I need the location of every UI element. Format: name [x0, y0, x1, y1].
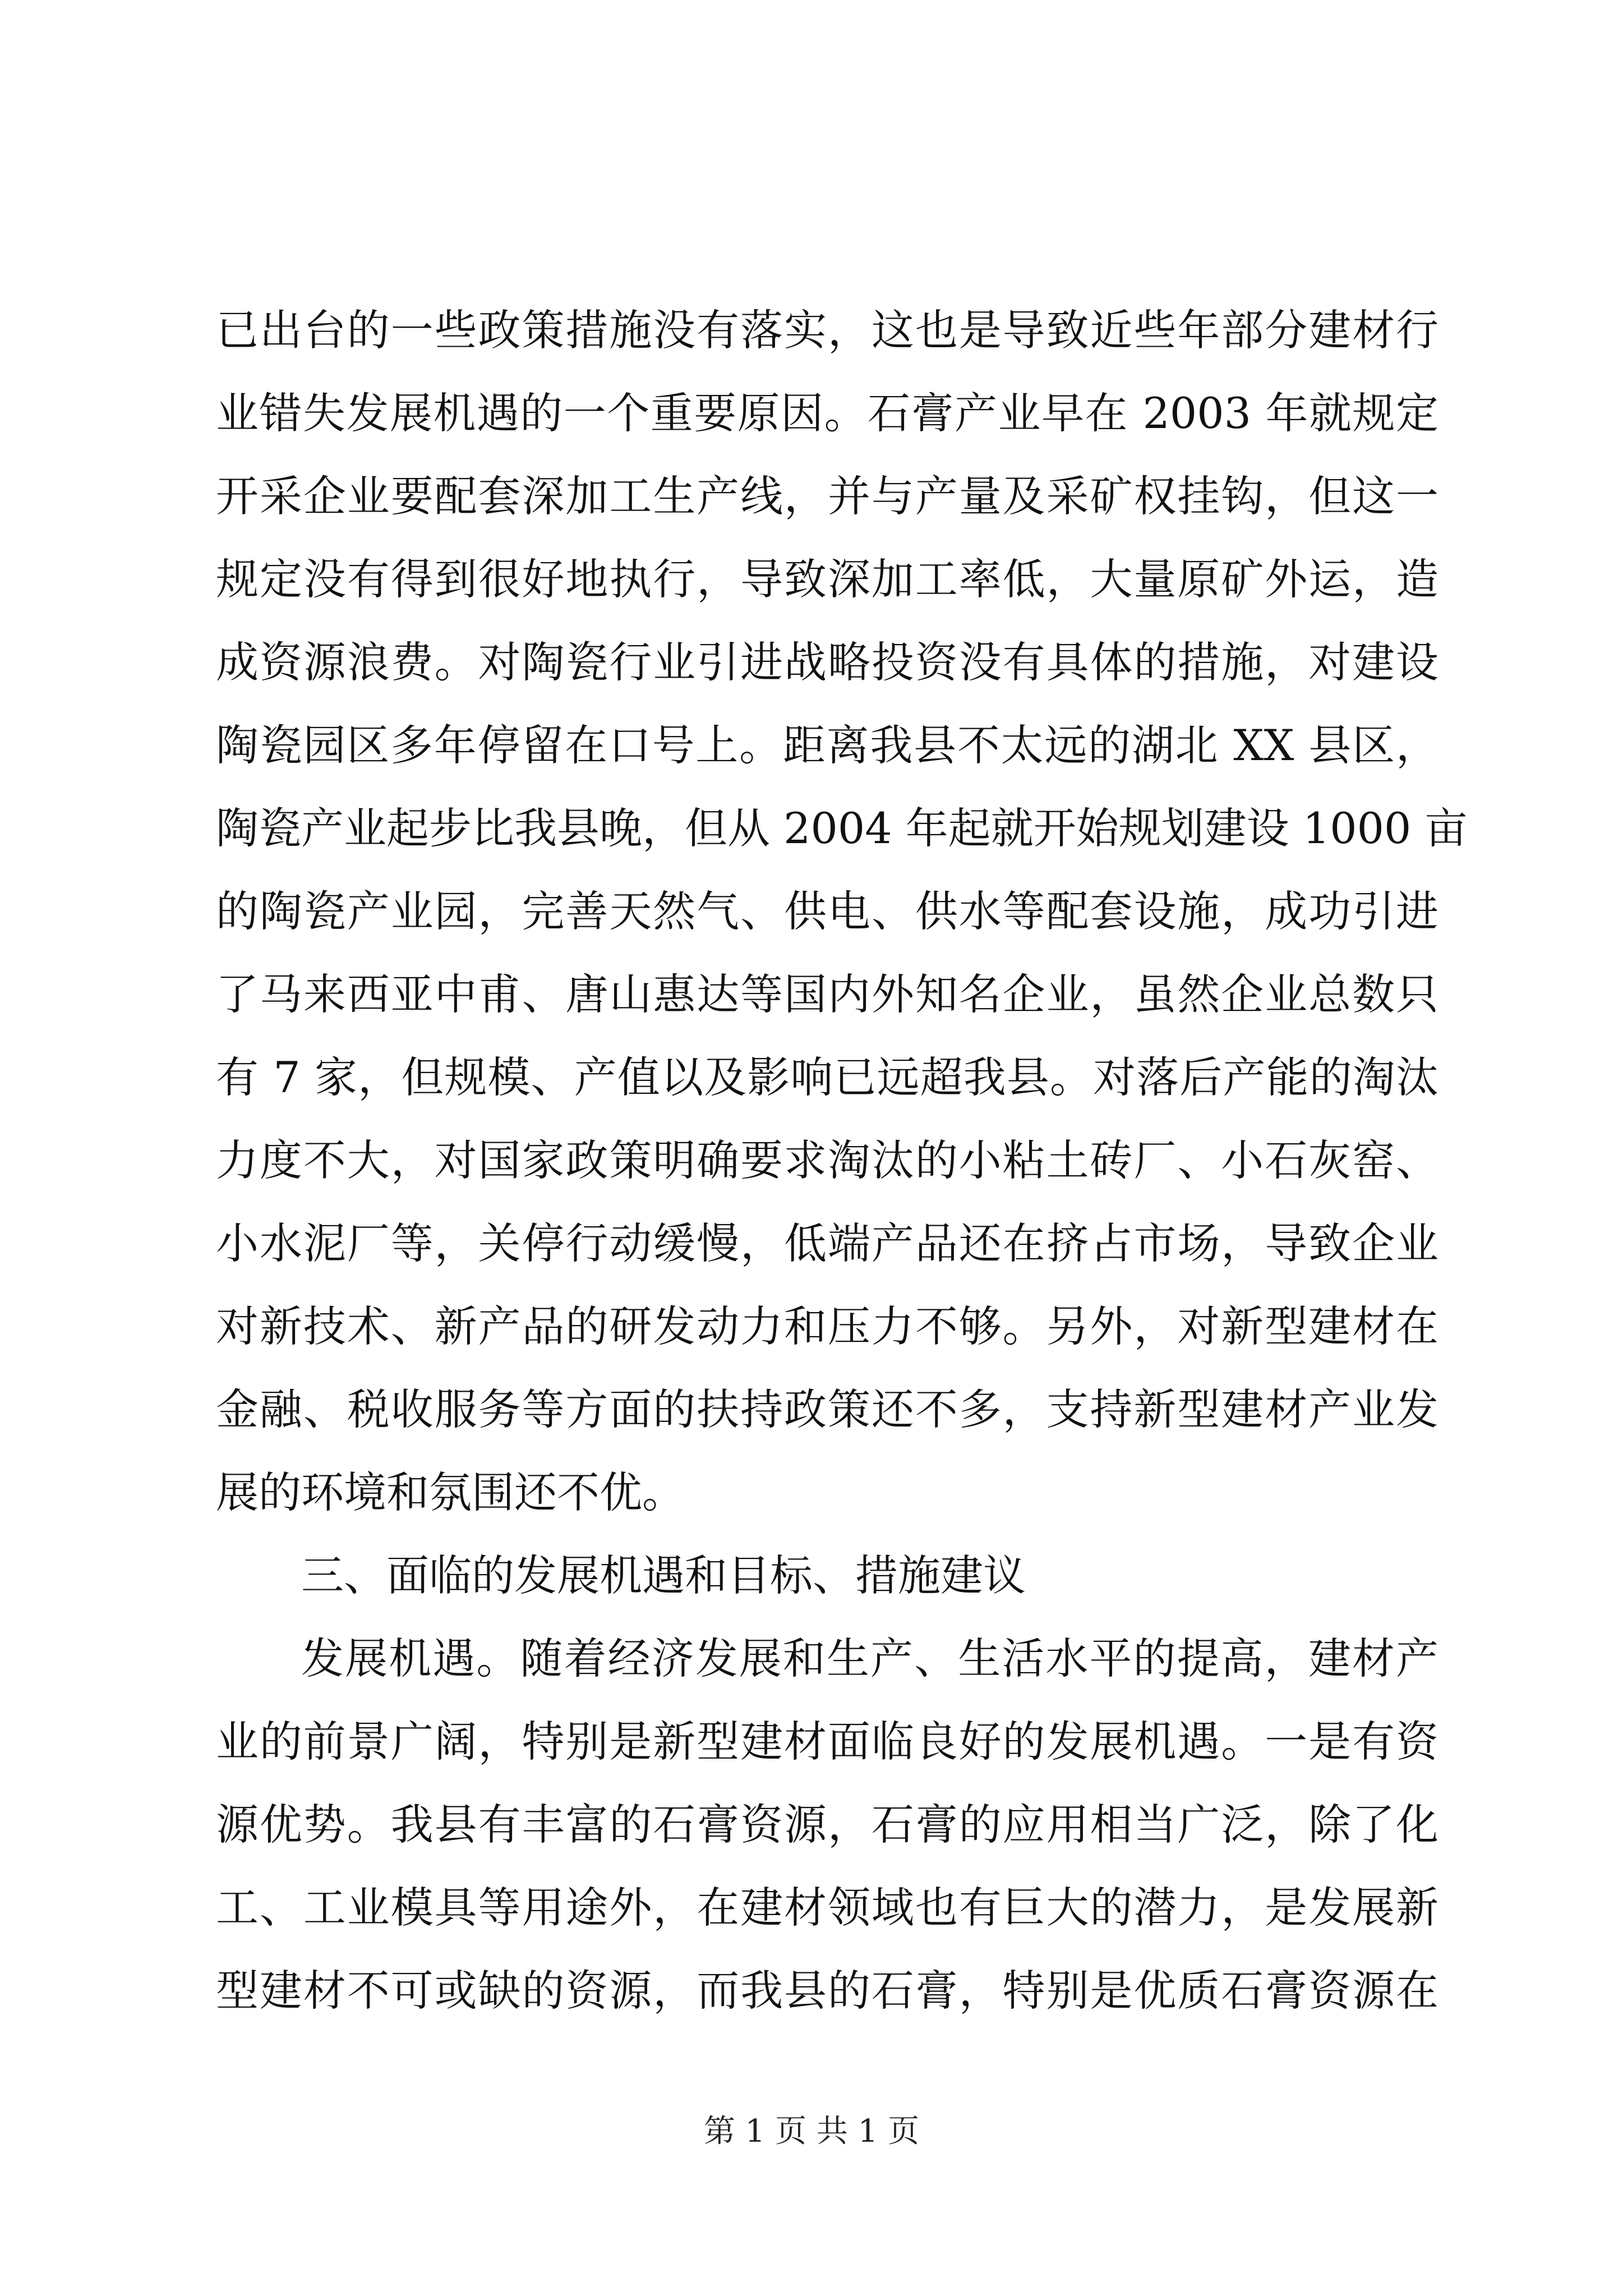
text-line: 对新技术、新产品的研发动力和压力不够。另外，对新型建材在: [216, 1301, 1438, 1351]
text-line: 陶瓷产业起步比我县晚，但从 2004 年起就开始规划建设 1000 亩: [216, 803, 1468, 853]
text-line: 已出台的一些政策措施没有落实，这也是导致近些年部分建材行: [216, 305, 1438, 355]
body-text: [216, 289, 1468, 2032]
text-line: 发展机遇。随着经济发展和生产、生活水平的提高，建材产: [301, 1634, 1438, 1683]
text-line: 型建材不可或缺的资源，而我县的石膏，特别是优质石膏资源在: [216, 1966, 1438, 2016]
text-line: 陶瓷园区多年停留在口号上。距离我县不太远的湖北 XX 县区，: [216, 720, 1438, 770]
text-line: 源优势。我县有丰富的石膏资源，石膏的应用相当广泛，除了化: [216, 1800, 1438, 1849]
page-footer: 第 1 页 共 1 页: [703, 2113, 920, 2150]
text-line: 了马来西亚中甫、唐山惠达等国内外知名企业，虽然企业总数只: [216, 969, 1438, 1019]
text-line: 业的前景广阔，特别是新型建材面临良好的发展机遇。一是有资: [216, 1717, 1438, 1766]
text-line: 规定没有得到很好地执行，导致深加工率低，大量原矿外运，造: [216, 554, 1438, 604]
text-line: 有 7 家，但规模、产值以及影响已远超我县。对落后产能的淘汰: [216, 1052, 1438, 1102]
text-line: 力度不大，对国家政策明确要求淘汰的小粘土砖厂、小石灰窑、: [216, 1135, 1438, 1185]
text-line: 业错失发展机遇的一个重要原因。石膏产业早在 2003 年就规定: [216, 388, 1438, 438]
text-line: 小水泥厂等，关停行动缓慢，低端产品还在挤占市场，导致企业: [216, 1218, 1438, 1268]
text-line: 开采企业要配套深加工生产线，并与产量及采矿权挂钩，但这一: [216, 471, 1438, 521]
text-line: 金融、税收服务等方面的扶持政策还不多，支持新型建材产业发: [216, 1384, 1438, 1434]
text-line: 的陶瓷产业园，完善天然气、供电、供水等配套设施，成功引进: [216, 886, 1438, 936]
text-line: 展的环境和氛围还不优。: [216, 1467, 685, 1517]
section-heading: 三、面临的发展机遇和目标、措施建议: [301, 1550, 1026, 1600]
text-line: 成资源浪费。对陶瓷行业引进战略投资没有具体的措施，对建设: [216, 637, 1438, 687]
text-line: 工、工业模具等用途外，在建材领域也有巨大的潜力，是发展新: [216, 1883, 1438, 1932]
